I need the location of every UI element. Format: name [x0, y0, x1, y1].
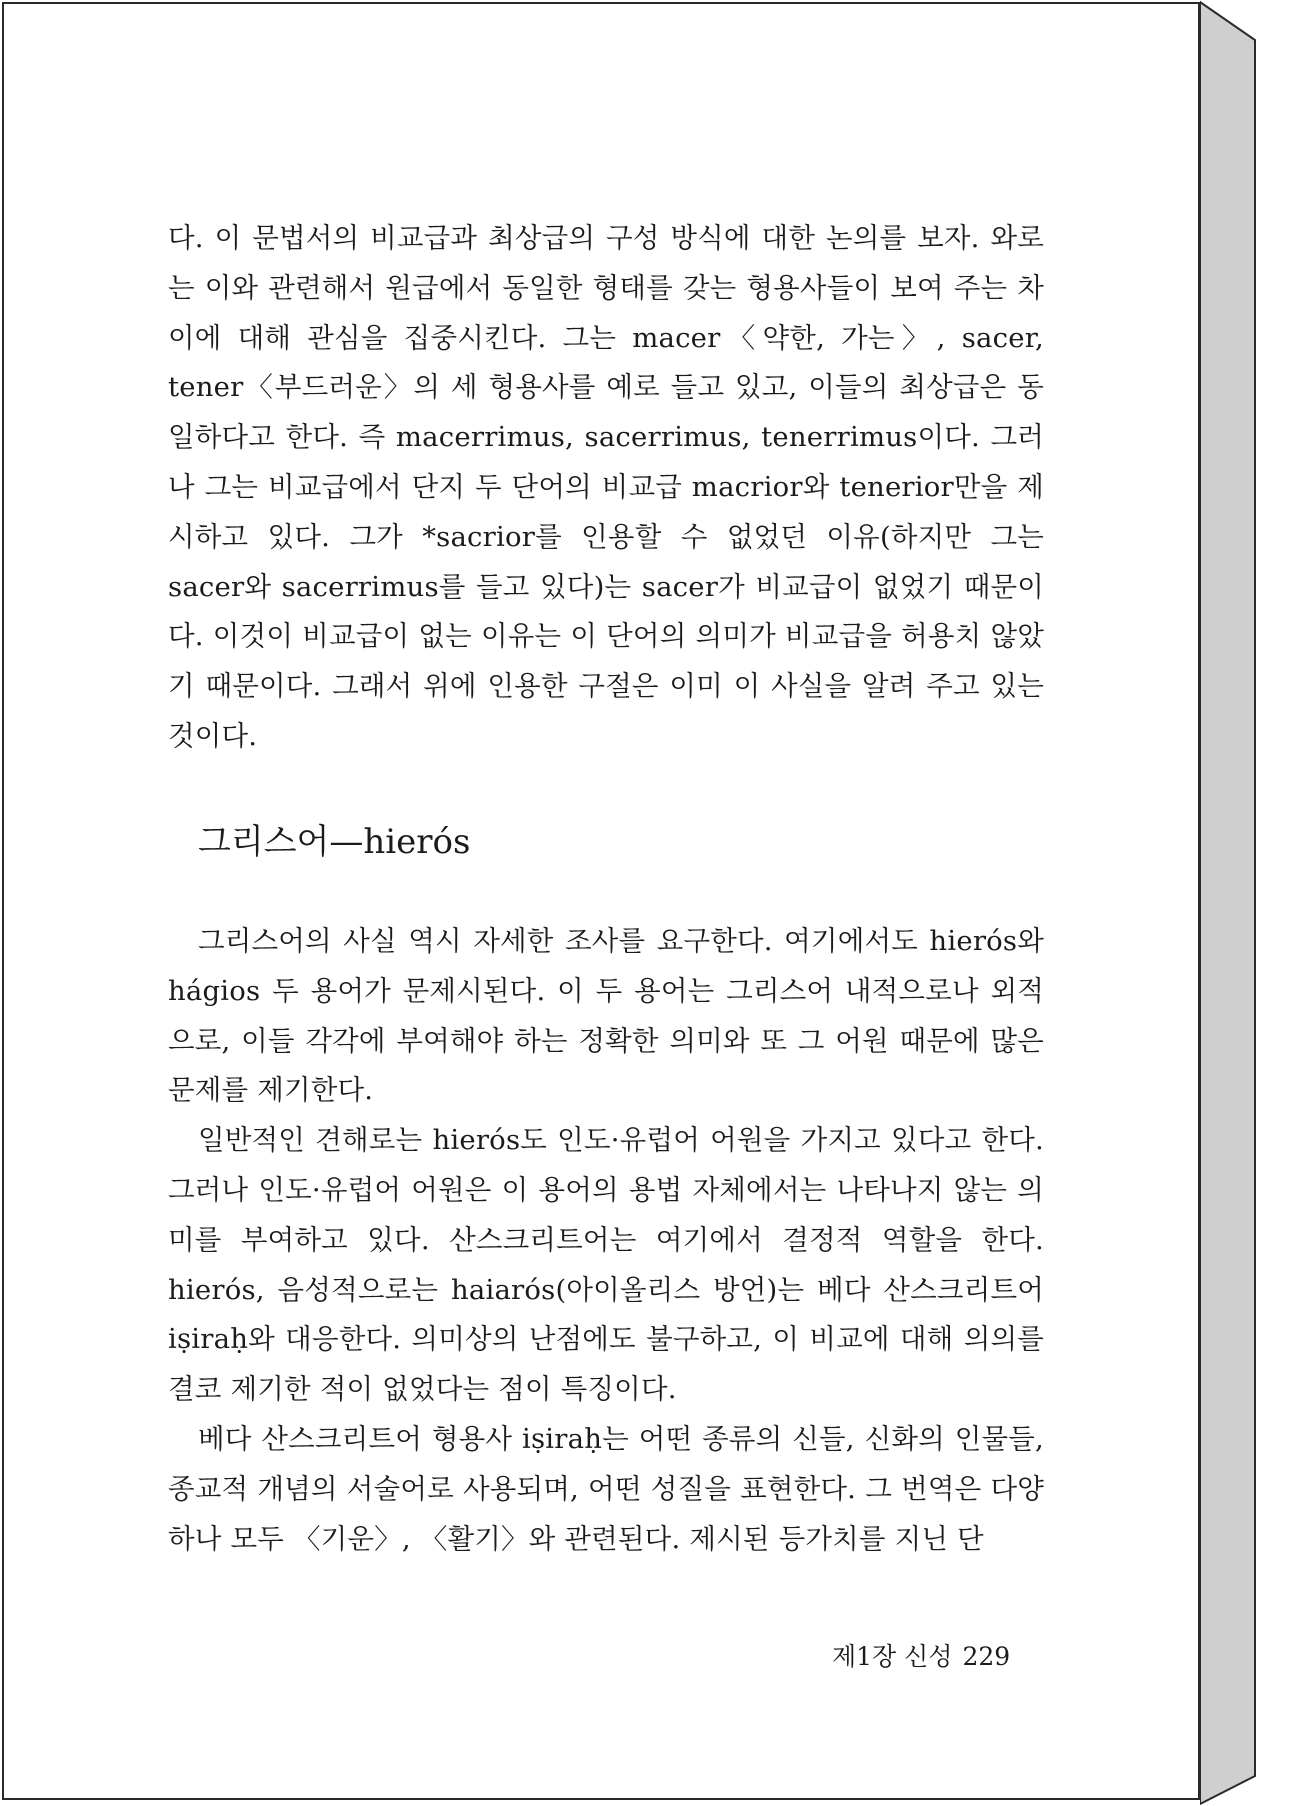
second-text-block — [168, 917, 1044, 1564]
page-number: 229 — [962, 1642, 1011, 1671]
paragraph: 일반적인 견해로는 hierós도 인도·유럽어 어원을 가지고 있다고 한다. 그러나 인도·유럽어 어원은 이 용어의 용법 자체에서는 나타나지 않는 의미를 부여하고 있다. 산스크리트어는 여기에서 결정적 역할을 한다. hierós, 음성적으로는 haiarós(아이올리스 방언)는 베다 산스크리트어 iṣiraḥ와 대응한다. 의미상의 난점에도 불구하고, 이 비교에 대해 의의를 결코 제기한 적이 없었다는 점이 특징이다. — [168, 1124, 1044, 1406]
paragraph: 베다 산스크리트어 형용사 iṣiraḥ는 어떤 종류의 신들, 신화의 인물들, 종교적 개념의 서술어로 사용되며, 어떤 성질을 표현한다. 그 번역은 다양하나 모두 〈기운〉, 〈활기〉와 관련된다. 제시된 등가치를 지닌 단 — [168, 1422, 1044, 1555]
running-footer — [832, 1637, 1010, 1673]
first-text-block — [168, 214, 1044, 762]
section-heading: 그리스어—hierós — [198, 822, 471, 862]
paragraph: 그리스어의 사실 역시 자세한 조사를 요구한다. 여기에서도 hierós와 hágios 두 용어가 문제시된다. 이 두 용어는 그리스어 내적으로나 외적으로, 이들 각각에 부여해야 하는 정확한 의미와 또 그 어원 때문에 많은 문제를 제기한다. — [168, 925, 1044, 1107]
page-edge-3d — [1200, 0, 1260, 1806]
paragraph-continued: 다. 이 문법서의 비교급과 최상급의 구성 방식에 대한 논의를 보자. 와로는 이와 관련해서 원급에서 동일한 형태를 갖는 형용사들이 보여 주는 차이에 대해 관심을 집중시킨다. 그는 macer〈약한, 가는〉, sacer, tener〈부드러운〉의 세 형용사를 예로 들고 있고, 이들의 최상급은 동일하다고 한다. 즉 macerrimus, sacerrimus, tenerrimus이다. 그러나 그는 비교급에서 단지 두 단어의 비교급 macrior와 tenerior만을 제시하고 있다. 그가 *sacrior를 인용할 수 없었던 이유(하지만 그는 sacer와 sacerrimus를 들고 있다)는 sacer가 비교급이 없었기 때문이다. 이것이 비교급이 없는 이유는 이 단어의 의미가 비교급을 허용치 않았기 때문이다. 그래서 위에 인용한 구절은 이미 이 사실을 알려 주고 있는 것이다. — [168, 222, 1044, 752]
chapter-title: 제1장 신성 — [832, 1642, 953, 1671]
